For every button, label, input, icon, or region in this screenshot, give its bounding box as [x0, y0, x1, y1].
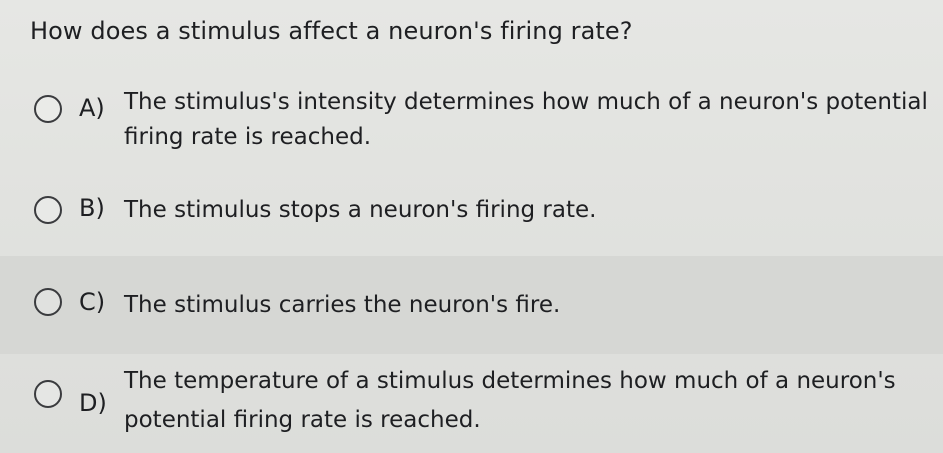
option-c-text: The stimulus carries the neuron's fire.: [124, 292, 561, 318]
option-c-letter: C): [79, 288, 106, 316]
option-d[interactable]: [0, 362, 943, 450]
option-b-text: The stimulus stops a neuron's firing rate.: [124, 197, 597, 223]
option-d-radio[interactable]: [34, 380, 62, 408]
option-a-text-line2: firing rate is reached.: [124, 124, 372, 150]
option-b-radio[interactable]: [34, 196, 62, 224]
option-a[interactable]: [0, 80, 943, 160]
option-a-letter: A): [79, 94, 105, 122]
option-b[interactable]: [0, 180, 943, 240]
option-b-letter: B): [79, 194, 105, 222]
option-d-letter: D): [79, 389, 107, 417]
option-d-text-line1: The temperature of a stimulus determines how much of a neuron's: [124, 368, 896, 394]
option-c[interactable]: [0, 256, 943, 354]
option-c-radio[interactable]: [34, 288, 62, 316]
option-a-radio[interactable]: [34, 95, 62, 123]
question-text: How does a stimulus affect a neuron's firing rate?: [30, 17, 633, 45]
option-d-text-line2: potential firing rate is reached.: [124, 407, 481, 433]
option-a-text-line1: The stimulus's intensity determines how much of a neuron's potential: [124, 89, 928, 115]
